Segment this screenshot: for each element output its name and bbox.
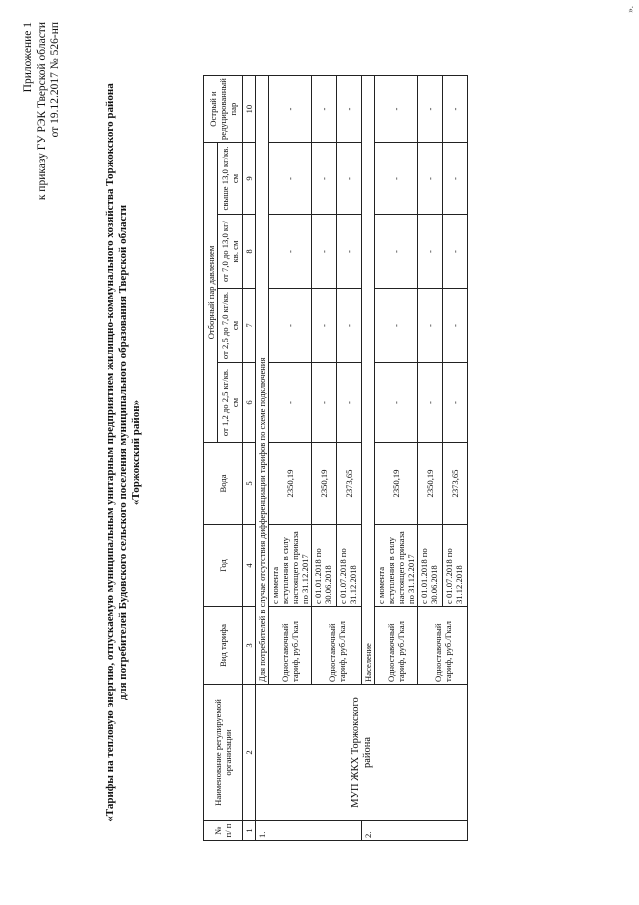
water-tariff-value: 2350,19 xyxy=(375,443,418,525)
acute-steam-value: - xyxy=(418,76,443,143)
tariff-table xyxy=(203,75,468,841)
acute-steam-value: - xyxy=(337,76,362,143)
tariff-period: с 01.07.2018 по 31.12.2018 xyxy=(337,525,362,607)
col-header-org: Наименование регулируемой организации xyxy=(204,685,243,821)
col-header-num: № п/ п xyxy=(204,821,243,841)
col-header-steam-3: от 7,0 до 13,0 кг/кв. см xyxy=(218,215,243,289)
col-header-acute-steam: Острый и редуцированный пар xyxy=(204,76,243,143)
column-number: 3 xyxy=(243,607,256,685)
column-number: 7 xyxy=(243,289,256,363)
title-line: для потребителей Будовского сельского поселения муниципального образования Тверской области xyxy=(117,204,129,701)
column-number: 2 xyxy=(243,685,256,821)
col-header-tariff-type: Вид тарифа xyxy=(204,607,243,685)
tariff-period: с момента вступления в силу настоящего приказа по 31.12.2017 xyxy=(375,525,418,607)
tariff-period: с 01.07.2018 по 31.12.2018 xyxy=(443,525,468,607)
steam-7-13-value: - xyxy=(418,215,443,289)
steam-1-2-5-value: - xyxy=(375,363,418,443)
appendix-line: Приложение 1 xyxy=(22,22,34,93)
organization-name: МУП ЖКХ Торжокского района xyxy=(256,685,468,821)
water-tariff-value: 2350,19 xyxy=(269,443,312,525)
appendix-line: от 19.12.2017 № 526-нп xyxy=(49,22,61,138)
header-row xyxy=(204,76,218,841)
section-number: 1. xyxy=(256,821,362,841)
water-tariff-value: 2373,65 xyxy=(337,443,362,525)
column-number: 1 xyxy=(243,821,256,841)
tariff-period: с момента вступления в силу настоящего приказа по 31.12.2017 xyxy=(269,525,312,607)
col-header-steam-2: от 2,5 до 7,0 кг/кв. см xyxy=(218,289,243,363)
steam-2-5-7-value: - xyxy=(312,289,337,363)
acute-steam-value: - xyxy=(375,76,418,143)
steam-1-2-5-value: - xyxy=(269,363,312,443)
section-title-row xyxy=(256,76,269,841)
steam-1-2-5-value: - xyxy=(443,363,468,443)
column-number-row xyxy=(243,76,256,841)
col-header-steam-group: Отборный пар давлением xyxy=(204,143,218,443)
section-title: Население xyxy=(362,76,375,685)
steam-7-13-value: - xyxy=(443,215,468,289)
scan-mark: ». xyxy=(625,6,635,13)
title-line: «Торжокский район» xyxy=(130,399,142,506)
acute-steam-value: - xyxy=(443,76,468,143)
steam-over-13-value: - xyxy=(443,143,468,215)
tariff-type: Одноставочный тариф, руб./Гкал xyxy=(269,607,312,685)
acute-steam-value: - xyxy=(312,76,337,143)
col-header-steam-1: от 1,2 до 2,5 кг/кв. см xyxy=(218,363,243,443)
col-header-steam-4: свыше 13,0 кг/кв. см xyxy=(218,143,243,215)
column-number: 10 xyxy=(243,76,256,143)
steam-7-13-value: - xyxy=(375,215,418,289)
document-title xyxy=(104,40,143,865)
tariff-type: Одноставочный тариф, руб./Гкал xyxy=(312,607,362,685)
steam-over-13-value: - xyxy=(312,143,337,215)
column-number: 5 xyxy=(243,443,256,525)
title-line: «Тарифы на тепловую энергию, отпускаемую муниципальным унитарным предприятием жилищно-коммунального хозяйства Торжокского района xyxy=(104,83,116,822)
acute-steam-value: - xyxy=(269,76,312,143)
tariff-period: с 01.01.2018 по 30.06.2018 xyxy=(312,525,337,607)
col-header-water: Вода xyxy=(204,443,243,525)
section-title: Для потребителей в случае отсутствия дифференциации тарифов по схеме подключения xyxy=(256,76,269,685)
steam-7-13-value: - xyxy=(312,215,337,289)
tariff-type: Одноставочный тариф, руб./Гкал xyxy=(418,607,468,685)
steam-1-2-5-value: - xyxy=(312,363,337,443)
appendix-header xyxy=(22,22,63,200)
steam-2-5-7-value: - xyxy=(418,289,443,363)
column-number: 6 xyxy=(243,363,256,443)
section-number: 2. xyxy=(362,821,468,841)
steam-over-13-value: - xyxy=(337,143,362,215)
steam-over-13-value: - xyxy=(269,143,312,215)
column-number: 4 xyxy=(243,525,256,607)
steam-7-13-value: - xyxy=(269,215,312,289)
steam-2-5-7-value: - xyxy=(269,289,312,363)
appendix-line: к приказу ГУ РЭК Тверской области xyxy=(35,22,48,201)
steam-7-13-value: - xyxy=(337,215,362,289)
steam-1-2-5-value: - xyxy=(337,363,362,443)
tariff-period: с 01.01.2018 по 30.06.2018 xyxy=(418,525,443,607)
column-number: 9 xyxy=(243,143,256,215)
steam-2-5-7-value: - xyxy=(337,289,362,363)
water-tariff-value: 2373,65 xyxy=(443,443,468,525)
col-header-year: Год xyxy=(204,525,243,607)
steam-2-5-7-value: - xyxy=(375,289,418,363)
tariff-type: Одноставочный тариф, руб./Гкал xyxy=(375,607,418,685)
water-tariff-value: 2350,19 xyxy=(418,443,443,525)
column-number: 8 xyxy=(243,215,256,289)
water-tariff-value: 2350,19 xyxy=(312,443,337,525)
steam-1-2-5-value: - xyxy=(418,363,443,443)
steam-over-13-value: - xyxy=(375,143,418,215)
steam-2-5-7-value: - xyxy=(443,289,468,363)
steam-over-13-value: - xyxy=(418,143,443,215)
